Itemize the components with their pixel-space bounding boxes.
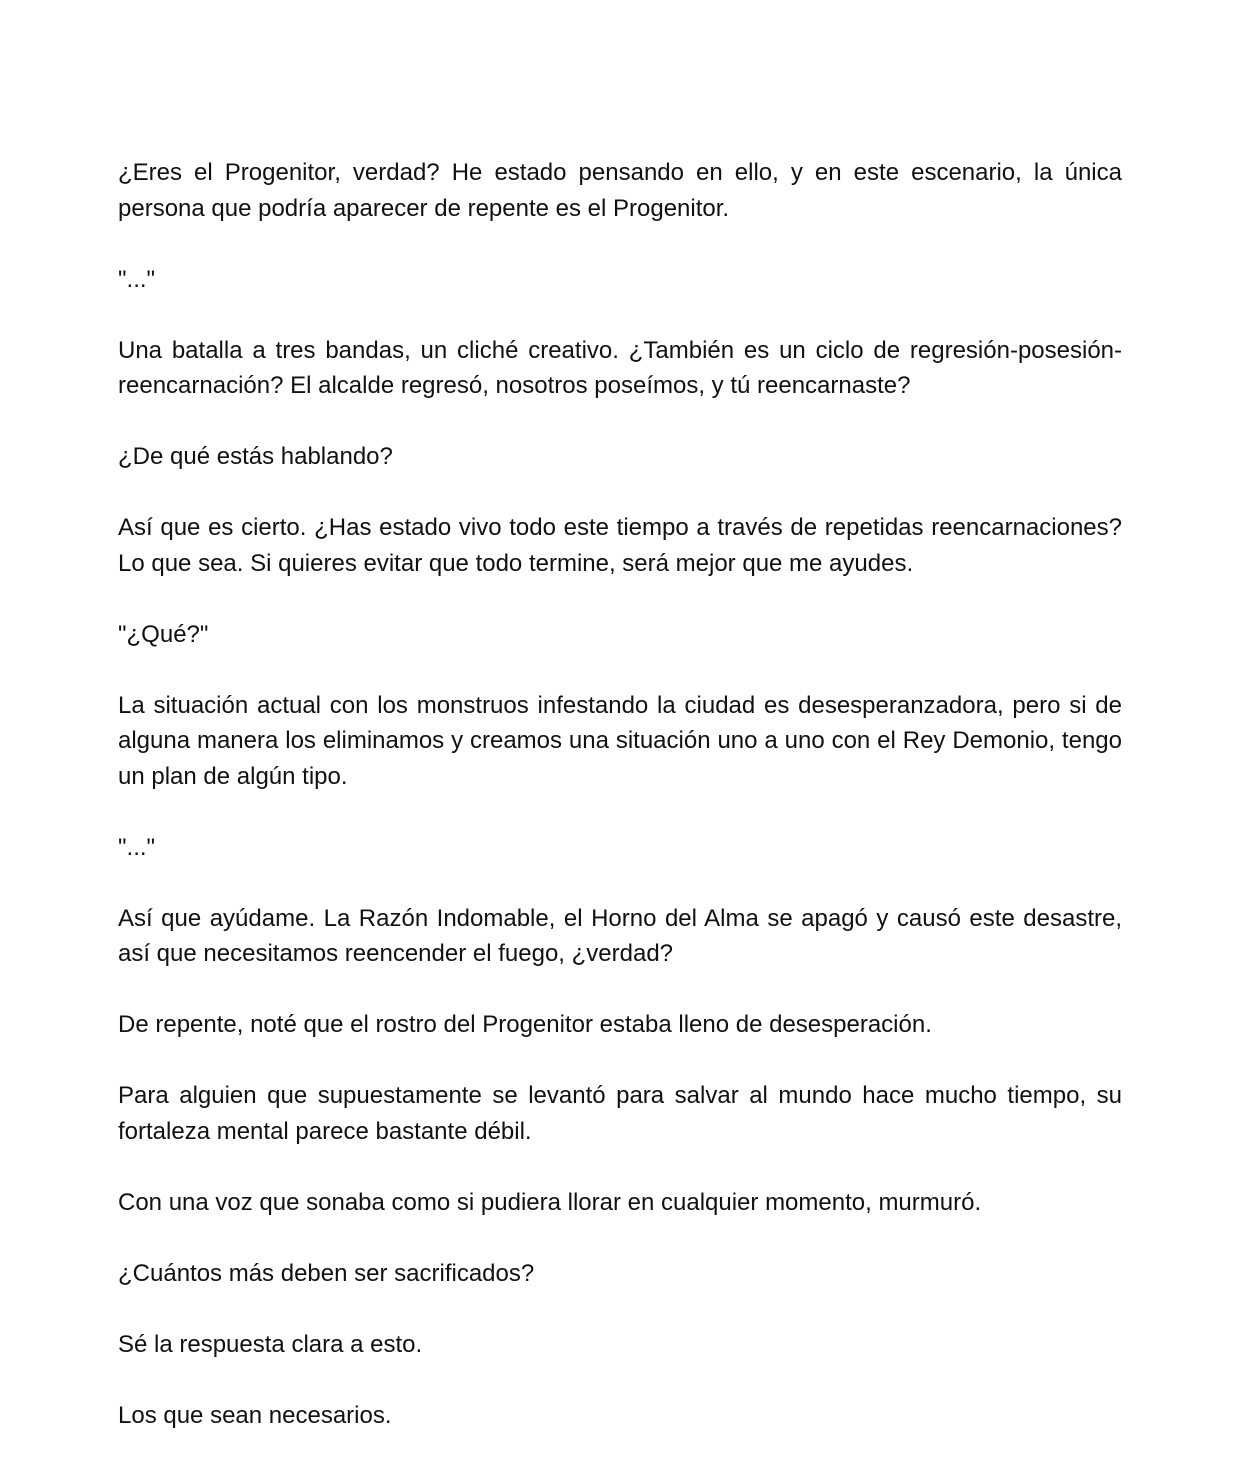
paragraph: Con una voz que sonaba como si pudiera llorar en cualquier momento, murmuró. <box>118 1188 982 1216</box>
paragraph: Una batalla a tres bandas, un cliché creativo. ¿También es un ciclo de regresión-posesión-reencarnación? El alcalde regresó, nosotros poseímos, y tú reencarnaste? <box>118 336 1122 399</box>
paragraph: Sé la respuesta clara a esto. <box>118 1330 423 1358</box>
paragraph: Los que sean necesarios. <box>118 1401 392 1429</box>
paragraph: Así que es cierto. ¿Has estado vivo todo este tiempo a través de repetidas reencarnaciones? Lo que sea. Si quieres evitar que todo termine, será mejor que me ayudes. <box>118 514 1122 577</box>
paragraph: De repente, noté que el rostro del Progenitor estaba lleno de desesperación. <box>118 1011 932 1038</box>
paragraph: ¿De qué estás hablando? <box>118 443 393 470</box>
paragraph: Para alguien que supuestamente se levantó para salvar al mundo hace mucho tiempo, su fortaleza mental parece bastante débil. <box>118 1082 1122 1145</box>
paragraph: "..." <box>118 265 156 293</box>
paragraph: Así que ayúdame. La Razón Indomable, el Horno del Alma se apagó y causó este desastre, así que necesitamos reencender el fuego, ¿verdad? <box>118 904 1122 967</box>
paragraph: La situación actual con los monstruos infestando la ciudad es desesperanzadora, pero si de alguna manera los eliminamos y creamos una situación uno a uno con el Rey Demonio, tengo un plan de algún tipo. <box>118 691 1122 790</box>
paragraph: ¿Cuántos más deben ser sacrificados? <box>118 1259 535 1287</box>
paragraph: ¿Eres el Progenitor, verdad? He estado pensando en ello, y en este escenario, la única persona que podría aparecer de repente es el Progenitor. <box>118 159 1122 222</box>
paragraph: "..." <box>118 833 156 861</box>
document-page <box>118 155 1122 1469</box>
paragraph: "¿Qué?" <box>118 620 209 648</box>
